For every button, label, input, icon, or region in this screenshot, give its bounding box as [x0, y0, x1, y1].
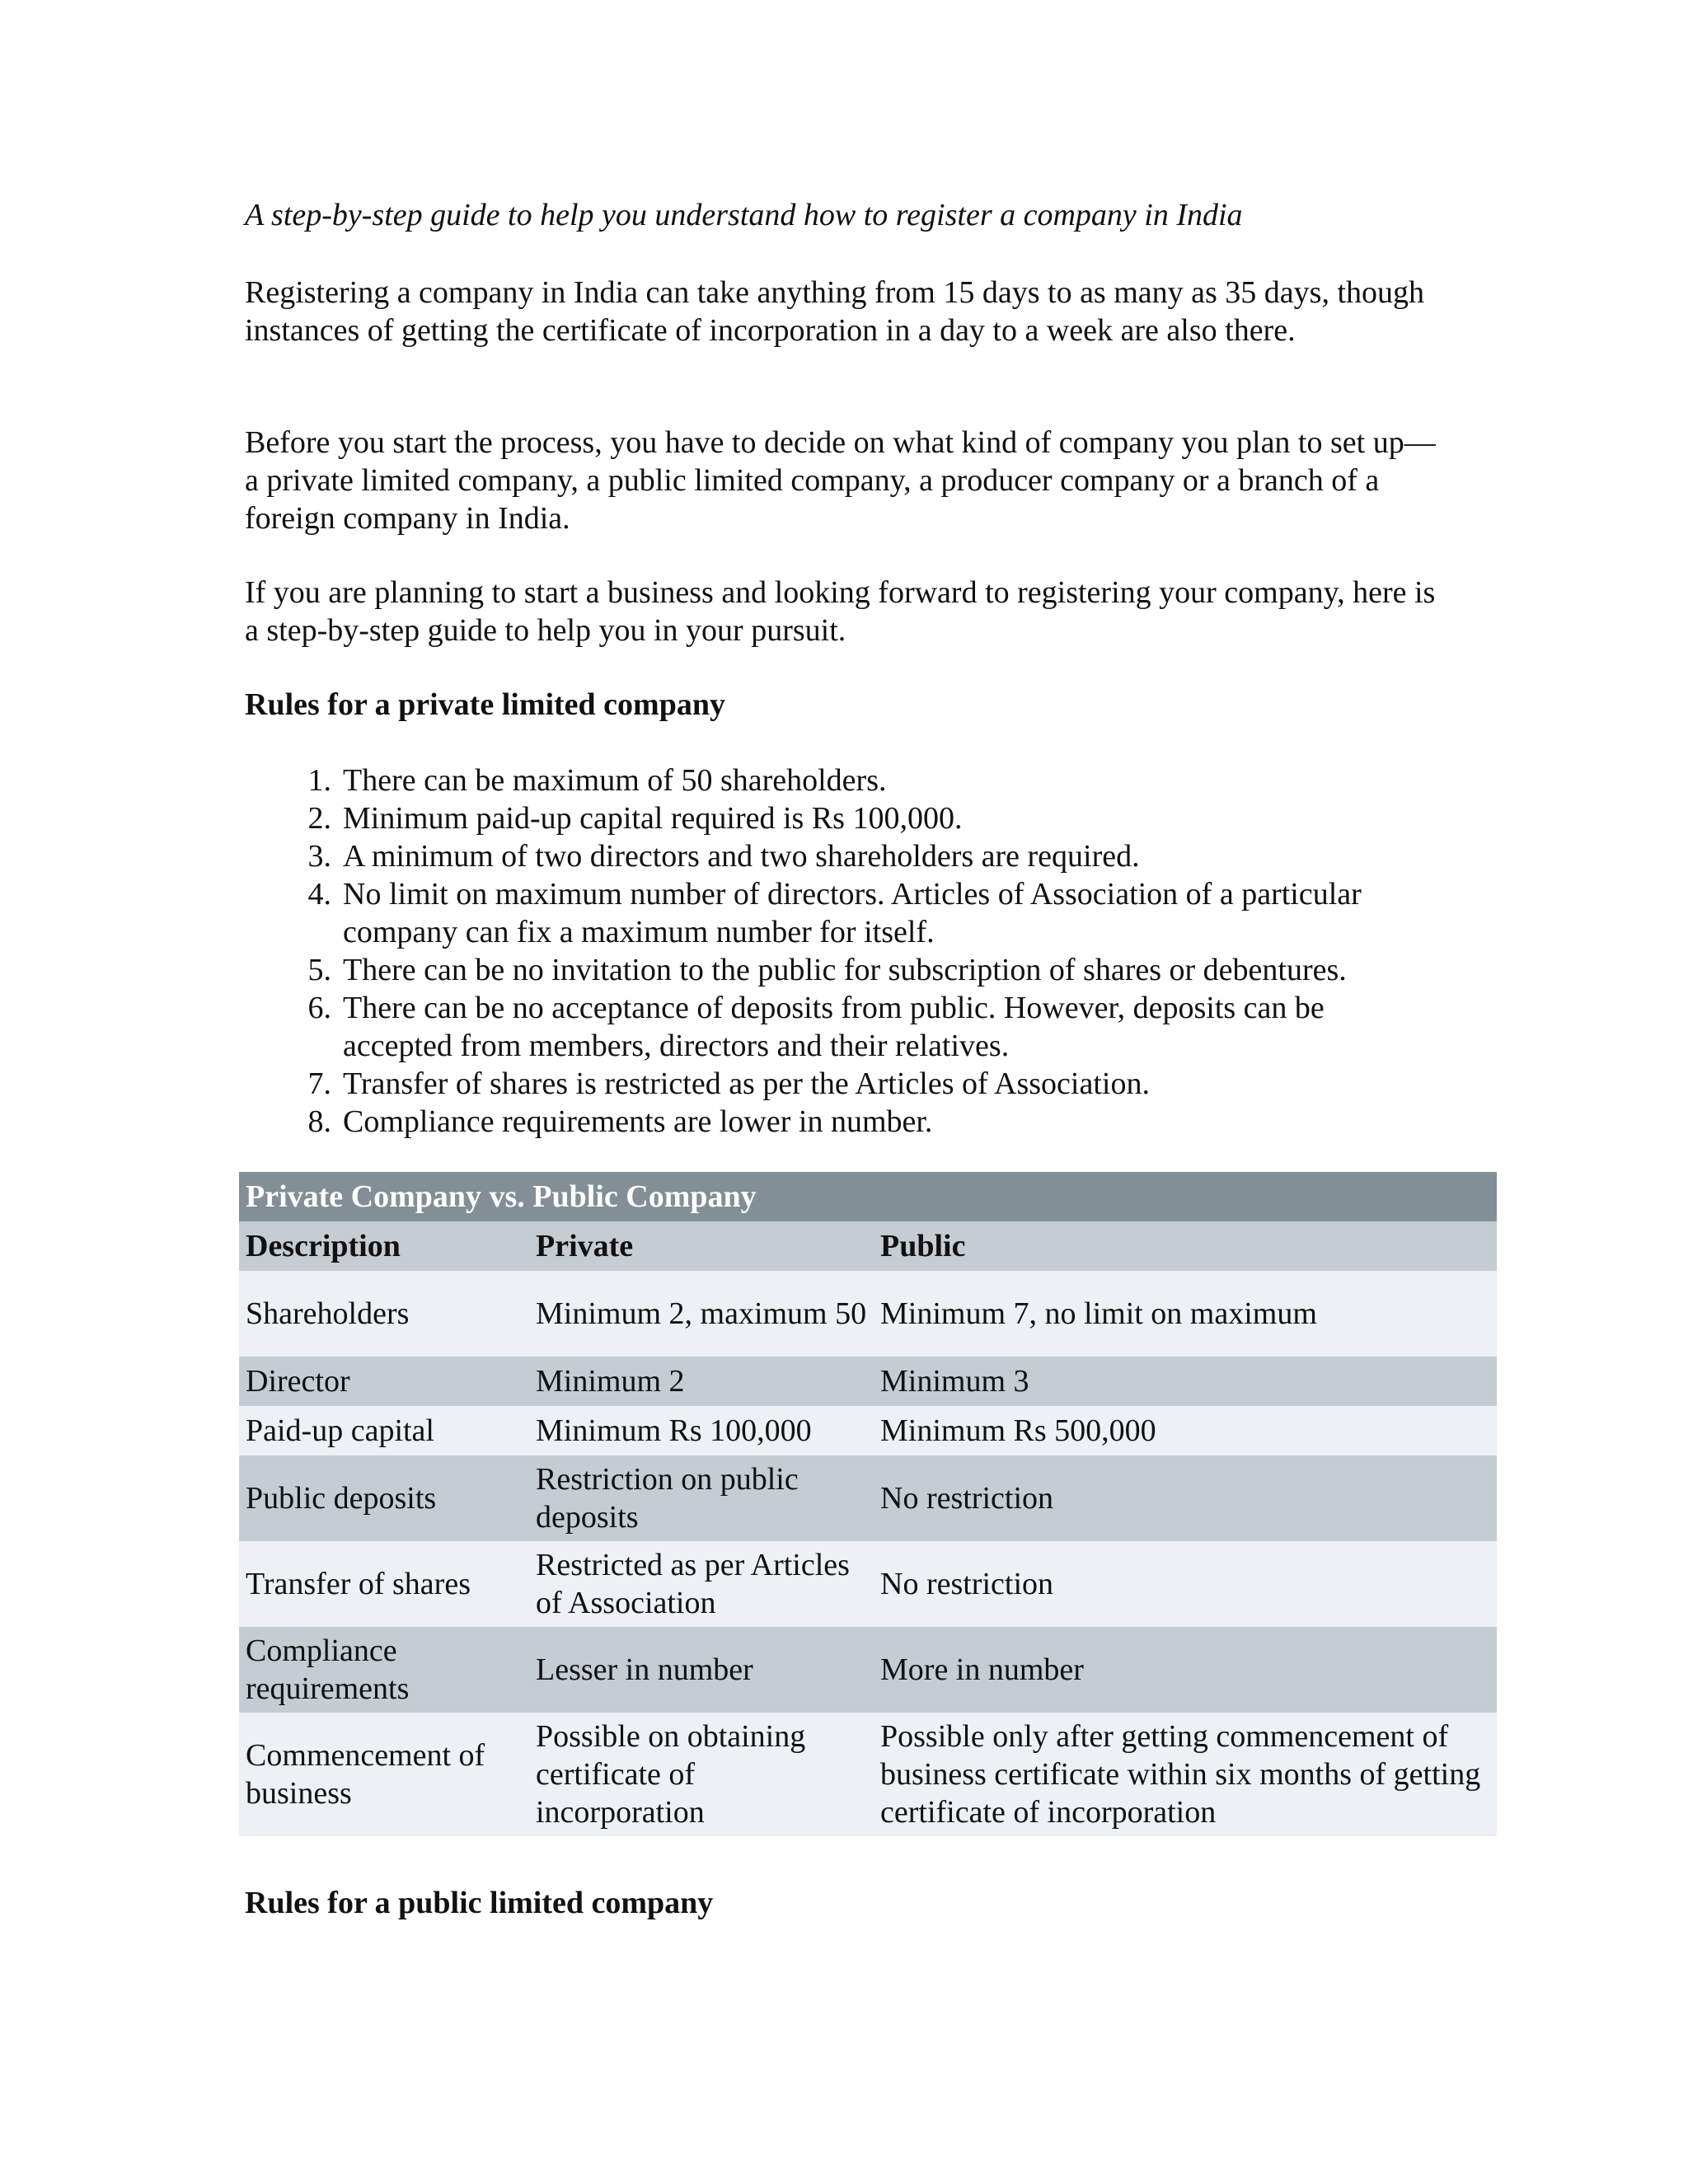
list-item-text: A minimum of two directors and two shareholders are required. — [343, 839, 1140, 874]
table-row — [239, 1271, 1497, 1357]
table-cell: Possible on obtaining certificate of incorporation — [529, 1713, 874, 1836]
table-row — [239, 1455, 1497, 1541]
table-cell: More in number — [874, 1627, 1497, 1713]
list-item-text: Compliance requirements are lower in number. — [343, 1104, 933, 1139]
table-cell: Paid-up capital — [239, 1406, 529, 1455]
table-cell: Minimum Rs 500,000 — [874, 1406, 1497, 1455]
table-cell: No restriction — [874, 1455, 1497, 1541]
list-item-number: 5. — [307, 953, 331, 987]
list-item — [245, 875, 1440, 951]
comparison-table-wrapper — [239, 1172, 1497, 1836]
list-item-number: 6. — [307, 991, 331, 1025]
list-item — [245, 799, 1440, 837]
table-cell: Minimum Rs 100,000 — [529, 1406, 874, 1455]
list-item — [245, 762, 1440, 799]
table-cell: Public deposits — [239, 1455, 529, 1541]
list-item-number: 3. — [307, 839, 331, 874]
table-row — [239, 1357, 1497, 1406]
table-cell: Director — [239, 1357, 529, 1406]
table-row — [239, 1406, 1497, 1455]
list-item — [245, 951, 1440, 989]
column-header-description: Description — [239, 1221, 529, 1271]
paragraph-company-type: Before you start the process, you have to decide on what kind of company you plan to set up—a private limited company, a public limited company, a producer company or a branch of a foreign company in India. — [245, 425, 1436, 536]
list-item-number: 2. — [307, 801, 331, 836]
table-cell: Possible only after getting commencement of business certificate within six months of getting certificate of incorporation — [874, 1713, 1497, 1836]
list-item-text: Transfer of shares is restricted as per the Articles of Association. — [343, 1066, 1150, 1101]
list-item-text: There can be maximum of 50 shareholders. — [343, 763, 887, 798]
table-cell: Lesser in number — [529, 1627, 874, 1713]
table-cell: Transfer of shares — [239, 1541, 529, 1627]
list-item-text: Minimum paid-up capital required is Rs 100,000. — [343, 801, 963, 836]
paragraph-guide-intro: If you are planning to start a business and looking forward to registering your company, here is a step-by-step guide to help you in your pursuit. — [245, 575, 1436, 648]
list-item — [245, 837, 1440, 875]
list-item-number: 1. — [307, 763, 331, 798]
list-item-number: 8. — [307, 1104, 331, 1139]
table-cell: Compliance requirements — [239, 1627, 529, 1713]
private-rules-list — [245, 762, 1440, 1141]
list-item-text: No limit on maximum number of directors. Articles of Association of a particular company can fix a maximum number for itself. — [343, 877, 1362, 949]
column-header-private: Private — [529, 1221, 874, 1271]
heading-public-rules: Rules for a public limited company — [245, 1886, 714, 1920]
table-cell: Minimum 2, maximum 50 — [529, 1271, 874, 1357]
table-cell: Minimum 2 — [529, 1357, 874, 1406]
list-item-text: There can be no acceptance of deposits from public. However, deposits can be accepted from members, directors and their relatives. — [343, 991, 1325, 1063]
table-title-row — [239, 1172, 1497, 1221]
comparison-table — [239, 1172, 1497, 1836]
column-header-public: Public — [874, 1221, 1497, 1271]
table-row — [239, 1627, 1497, 1713]
table-header-row — [239, 1221, 1497, 1271]
table-cell: Commencement of business — [239, 1713, 529, 1836]
table-row — [239, 1541, 1497, 1627]
list-item — [245, 989, 1440, 1065]
list-item-number: 4. — [307, 877, 331, 912]
table-cell: Shareholders — [239, 1271, 529, 1357]
list-item — [245, 1103, 1440, 1141]
table-cell: Minimum 3 — [874, 1357, 1497, 1406]
table-title: Private Company vs. Public Company — [239, 1172, 1497, 1221]
heading-private-rules: Rules for a private limited company — [245, 687, 725, 722]
list-item-text: There can be no invitation to the public for subscription of shares or debentures. — [343, 953, 1347, 987]
document-subtitle: A step-by-step guide to help you understand how to register a company in India — [245, 198, 1243, 232]
table-row — [239, 1713, 1497, 1836]
list-item-number: 7. — [307, 1066, 331, 1101]
paragraph-registration-time: Registering a company in India can take anything from 15 days to as many as 35 days, though instances of getting the certificate of incorporation in a day to a week are also there. — [245, 275, 1425, 348]
table-cell: Restriction on public deposits — [529, 1455, 874, 1541]
table-cell: No restriction — [874, 1541, 1497, 1627]
table-cell: Restricted as per Articles of Association — [529, 1541, 874, 1627]
table-cell: Minimum 7, no limit on maximum — [874, 1271, 1497, 1357]
list-item — [245, 1065, 1440, 1103]
